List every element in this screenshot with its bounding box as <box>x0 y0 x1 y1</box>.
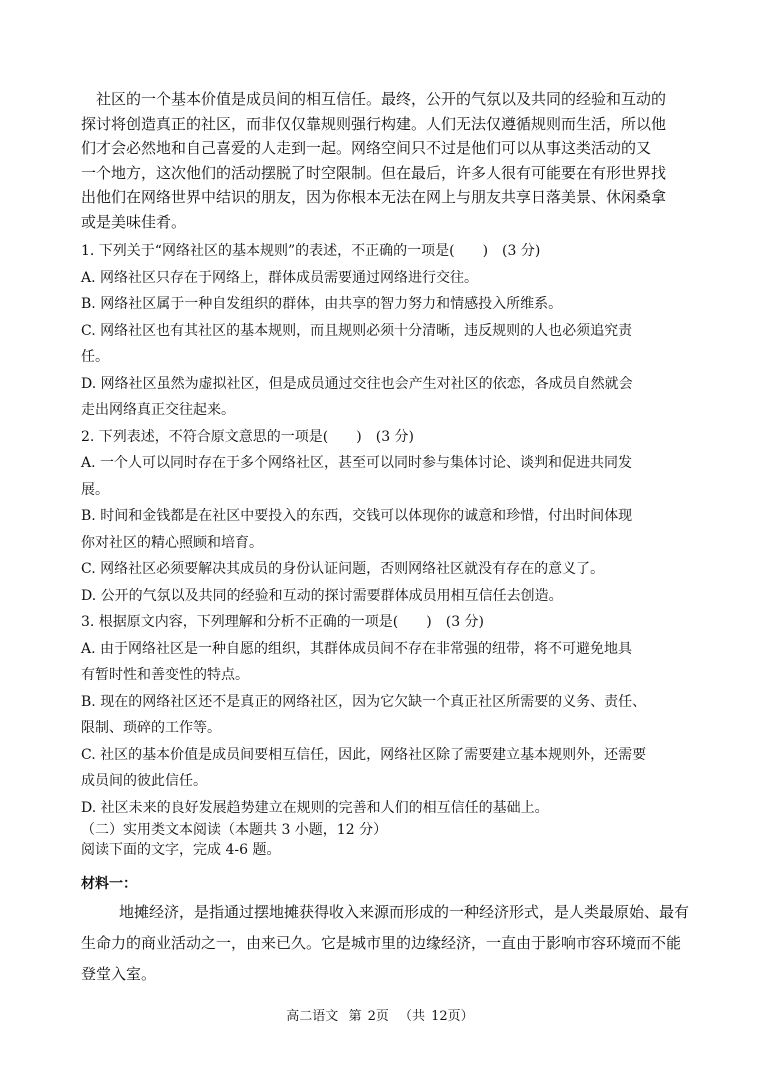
passage-paragraph <box>81 87 681 235</box>
question-2-option-d: D. 公开的气氛以及共同的经验和互动的探讨需要群体成员用相互信任去创造。 <box>81 587 563 604</box>
passage-line: 社区的一个基本价值是成员间的相互信任。最终，公开的气氛以及共同的经验和互动的 <box>96 90 667 108</box>
question-1-option-b: B. 网络社区属于一种自发组织的群体，由共享的智力努力和情感投入所维系。 <box>81 296 563 312</box>
material-line: 地摊经济，是指通过摆地摊获得收入来源而形成的一种经济形式，是人类最原始、最有 <box>119 903 690 921</box>
footer-subject: 高二语文 <box>286 1009 339 1024</box>
question-2-option-c: C. 网络社区必须要解决其成员的身份认证问题，否则网络社区就没有存在的意义了。 <box>81 561 605 577</box>
question-3-option-c-cont: 成员间的彼此信任。 <box>81 773 207 789</box>
question-3-option-b: B. 现在的网络社区还不是真正的网络社区，因为它欠缺一个真正社区所需要的义务、责任、 <box>81 693 647 710</box>
question-3-option-b-cont: 限制、琐碎的工作等。 <box>81 720 221 736</box>
section-heading: （二）实用类文本阅读（本题共 3 小题，12 分） <box>81 822 388 838</box>
question-3-stem: 3. 根据原文内容，下列理解和分析不正确的一项是( ) (3 分) <box>81 614 485 630</box>
material-line: 登堂入室。 <box>81 965 157 983</box>
question-2-option-a-cont: 展。 <box>81 481 109 498</box>
question-1-option-d: D. 网络社区虽然为虚拟社区，但是成员通过交往也会产生对社区的依恋，各成员自然就会 <box>81 375 633 392</box>
passage-line: 一个地方，这次他们的活动摆脱了时空限制。但在最后，许多人很有可能要在有形世界找 <box>81 163 667 182</box>
question-3-option-d: D. 社区未来的良好发展趋势建立在规则的完善和人们的相互信任的基础上。 <box>81 799 549 816</box>
question-1-option-c-cont: 任。 <box>81 349 109 365</box>
question-2-option-b: B. 时间和金钱都是在社区中要投入的东西，交钱可以体现你的诚意和珍惜，付出时间体现 <box>81 508 633 524</box>
question-2-option-a: A. 一个人可以同时存在于多个网络社区，甚至可以同时参与集体讨论、谈判和促进共同发 <box>81 455 633 471</box>
question-1-option-a: A. 网络社区只存在于网络上，群体成员需要通过网络进行交往。 <box>81 269 479 286</box>
question-1-stem: 1. 下列关于“网络社区的基本规则”的表述，不正确的一项是( ) (3 分) <box>81 243 541 259</box>
question-1-option-d-cont: 走出网络真正交往起来。 <box>81 402 235 418</box>
material-1-heading: 材料一： <box>81 876 137 892</box>
passage-line: 们才会必然地和自己喜爱的人走到一起。网络空间只不过是他们可以从事这类活动的又 <box>81 139 652 158</box>
question-1-option-c: C. 网络社区也有其社区的基本规则，而且规则必须十分清晰，违反规则的人也必须追究责 <box>81 322 633 339</box>
material-line: 生命力的商业活动之一，由来已久。它是城市里的边缘经济，一直由于影响市容环境而不能 <box>81 934 682 952</box>
question-3-option-c: C. 社区的基本价值是成员间要相互信任，因此，网络社区除了需要建立基本规则外，还需要 <box>81 746 647 763</box>
footer-total-pages: （共 12页） <box>399 1009 474 1024</box>
section-instruction: 阅读下面的文字，完成 4-6 题。 <box>81 841 281 858</box>
question-3-option-a-cont: 有暂时性和善变性的特点。 <box>81 667 249 683</box>
page-footer <box>0 1005 760 1024</box>
passage-line: 或是美味佳肴。 <box>81 212 187 231</box>
question-block <box>81 238 681 821</box>
question-2-option-b-cont: 你对社区的精心照顾和培育。 <box>81 534 263 551</box>
material-1-body <box>81 897 691 990</box>
question-2-stem: 2. 下列表述，不符合原文意思的一项是( ) (3 分) <box>81 428 415 445</box>
footer-page-number: 第 2页 <box>348 1009 389 1024</box>
section-2-header <box>81 821 681 860</box>
passage-line: 出他们在网络世界中结识的朋友，因为你根本无法在网上与朋友共享日落美景、休闲桑拿 <box>81 188 667 207</box>
question-3-option-a: A. 由于网络社区是一种自愿的组织，其群体成员间不存在非常强的纽带，将不可避免地具 <box>81 640 633 657</box>
passage-line: 探讨将创造真正的社区，而非仅仅靠规则强行构建。人们无法仅遵循规则而生活，所以他 <box>81 114 667 133</box>
